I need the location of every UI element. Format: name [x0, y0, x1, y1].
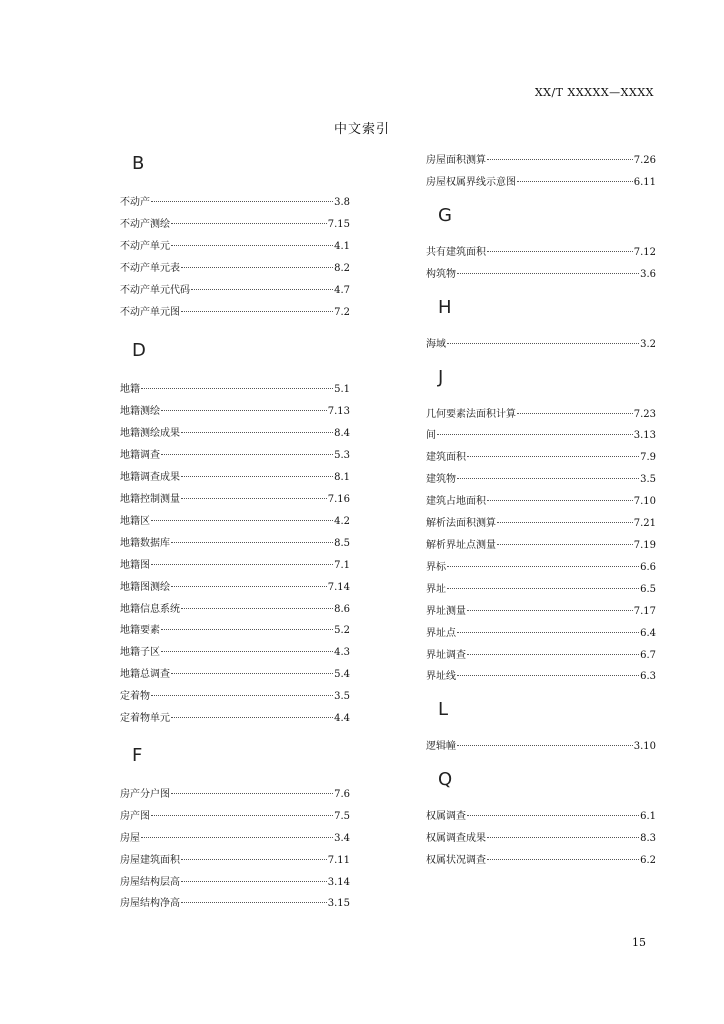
dot-leader [517, 181, 633, 182]
index-entry [426, 150, 656, 172]
dot-leader [181, 311, 333, 312]
section-letter: Q [438, 769, 453, 791]
dot-leader [151, 201, 333, 202]
index-reference: 6.1 [640, 811, 656, 823]
index-entry [120, 511, 350, 533]
dot-leader [171, 245, 333, 246]
index-entry [120, 893, 350, 915]
index-term: 权属调查成果 [426, 833, 486, 845]
index-term: 不动产单元 [120, 240, 170, 252]
index-term: 间 [426, 430, 436, 442]
index-term: 地籍图测绘 [120, 581, 170, 593]
index-term: 房产分户图 [120, 788, 170, 800]
document-code: XX/T XXXXX—XXXX [534, 86, 654, 99]
index-term: 建筑占地面积 [426, 496, 486, 508]
index-entry [120, 401, 350, 423]
dot-leader [487, 159, 633, 160]
dot-leader [487, 251, 633, 252]
index-term: 解析法面积测算 [426, 518, 496, 530]
index-entry [426, 404, 656, 426]
index-term: 界址调查 [426, 649, 466, 661]
index-term: 逻辑幢 [426, 741, 456, 753]
index-reference: 7.10 [633, 496, 656, 508]
index-entry [120, 686, 350, 708]
index-reference: 3.14 [327, 876, 350, 888]
dot-leader [457, 632, 639, 633]
index-section [426, 696, 656, 758]
dot-leader [171, 542, 333, 543]
index-entry [120, 577, 350, 599]
dot-leader [181, 476, 333, 477]
index-section [426, 364, 656, 689]
index-reference: 8.5 [334, 537, 350, 549]
index-entry [120, 302, 350, 324]
index-term: 地籍信息系统 [120, 603, 180, 615]
index-term: 地籍图 [120, 559, 150, 571]
index-term: 界址点 [426, 627, 456, 639]
index-reference: 7.14 [327, 581, 350, 593]
index-reference: 6.6 [640, 561, 656, 573]
dot-leader [487, 859, 639, 860]
index-reference: 3.10 [633, 741, 656, 753]
index-term: 解析界址点测量 [426, 539, 496, 551]
dot-leader [181, 902, 327, 903]
index-reference: 6.5 [640, 583, 656, 595]
index-entry [120, 423, 350, 445]
index-entry [120, 784, 350, 806]
dot-leader [171, 673, 333, 674]
index-term: 地籍调查成果 [120, 472, 180, 484]
index-reference: 8.6 [334, 603, 350, 615]
index-entry [120, 872, 350, 894]
dot-leader [457, 478, 639, 479]
index-reference: 5.3 [334, 450, 350, 462]
dot-leader [487, 837, 639, 838]
dot-leader [467, 456, 639, 457]
index-entry [120, 489, 350, 511]
index-column-right [426, 150, 656, 880]
dot-leader [161, 410, 327, 411]
index-entry [426, 264, 656, 286]
dot-leader [457, 675, 639, 676]
index-reference: 3.2 [640, 338, 656, 350]
index-reference: 5.2 [334, 625, 350, 637]
dot-leader [171, 223, 327, 224]
index-reference: 3.4 [334, 832, 350, 844]
section-letter: D [132, 340, 146, 362]
index-entry [120, 620, 350, 642]
dot-leader [497, 544, 633, 545]
index-section [426, 766, 656, 872]
index-entry [426, 828, 656, 850]
index-term: 海域 [426, 338, 446, 350]
index-entry [120, 236, 350, 258]
index-section [426, 294, 656, 356]
page-number: 15 [632, 936, 646, 949]
section-letter: B [132, 153, 145, 174]
index-reference: 7.17 [633, 605, 656, 617]
index-entry [426, 557, 656, 579]
index-section [426, 202, 656, 286]
index-entry [426, 172, 656, 194]
index-term: 地籍区 [120, 515, 150, 527]
index-entry [120, 445, 350, 467]
index-reference: 3.13 [633, 430, 656, 442]
index-reference: 6.4 [640, 627, 656, 639]
index-section-continued [426, 150, 656, 194]
index-reference: 7.13 [327, 406, 350, 418]
index-reference: 4.1 [334, 240, 350, 252]
index-entry [426, 645, 656, 667]
index-reference: 4.3 [334, 647, 350, 659]
index-entry [120, 258, 350, 280]
index-entry [120, 214, 350, 236]
index-term: 地籍总调查 [120, 669, 170, 681]
index-term: 房屋结构净高 [120, 898, 180, 910]
section-letter: H [438, 296, 452, 318]
dot-leader [141, 837, 333, 838]
dot-leader [151, 695, 333, 696]
index-entry [426, 425, 656, 447]
dot-leader [181, 498, 327, 499]
section-letter: G [438, 204, 452, 226]
index-reference: 7.5 [334, 810, 350, 822]
index-term: 建筑面积 [426, 452, 466, 464]
index-entry [426, 513, 656, 535]
index-term: 房屋 [120, 832, 140, 844]
index-term: 界址测量 [426, 605, 466, 617]
dot-leader [151, 520, 333, 521]
index-section [120, 150, 350, 323]
dot-leader [467, 610, 633, 611]
index-reference: 7.26 [633, 155, 656, 166]
index-reference: 3.5 [640, 474, 656, 486]
index-term: 权属状况调查 [426, 855, 486, 867]
index-term: 地籍测绘成果 [120, 428, 180, 440]
index-term: 共有建筑面积 [426, 246, 486, 258]
dot-leader [467, 654, 639, 655]
section-letter: J [438, 366, 444, 388]
dot-leader [161, 651, 333, 652]
index-reference: 8.1 [334, 472, 350, 484]
index-entry [426, 334, 656, 356]
index-entry [426, 736, 656, 758]
index-entry [426, 535, 656, 557]
index-entry [120, 708, 350, 730]
dot-leader [447, 566, 639, 567]
index-entry [426, 666, 656, 688]
index-entry [120, 850, 350, 872]
index-reference: 7.21 [633, 518, 656, 530]
index-reference: 7.23 [633, 408, 656, 420]
index-reference: 6.7 [640, 649, 656, 661]
index-term: 不动产测绘 [120, 218, 170, 230]
index-section [120, 742, 350, 915]
dot-leader [447, 343, 639, 344]
index-entry [426, 601, 656, 623]
dot-leader [141, 388, 333, 389]
dot-leader [437, 434, 633, 435]
index-term: 界址 [426, 583, 446, 595]
index-term: 房屋结构层高 [120, 876, 180, 888]
index-term: 不动产单元图 [120, 306, 180, 318]
dot-leader [181, 859, 327, 860]
index-reference: 5.4 [334, 669, 350, 681]
index-entry [120, 806, 350, 828]
index-term: 构筑物 [426, 268, 456, 280]
dot-leader [467, 815, 639, 816]
index-term: 房屋面积测算 [426, 155, 486, 166]
index-term: 地籍测绘 [120, 406, 160, 418]
dot-leader [181, 432, 333, 433]
dot-leader [497, 522, 633, 523]
index-reference: 7.11 [327, 854, 350, 866]
dot-leader [171, 586, 327, 587]
index-reference: 8.2 [334, 262, 350, 274]
index-reference: 3.6 [640, 268, 656, 280]
index-term: 房产图 [120, 810, 150, 822]
section-letter: L [438, 699, 449, 721]
index-term: 地籍 [120, 384, 140, 396]
dot-leader [171, 717, 333, 718]
index-entry [120, 192, 350, 214]
dot-leader [181, 881, 327, 882]
index-reference: 7.6 [334, 788, 350, 800]
index-term: 定着物 [120, 691, 150, 703]
index-reference: 4.4 [334, 713, 350, 725]
dot-leader [447, 588, 639, 589]
index-term: 权属调查 [426, 811, 466, 823]
index-column-left [120, 150, 350, 927]
index-term: 地籍调查 [120, 450, 160, 462]
dot-leader [161, 629, 333, 630]
index-entry [426, 447, 656, 469]
index-reference: 4.7 [334, 284, 350, 296]
index-term: 地籍要素 [120, 625, 160, 637]
index-entry [120, 555, 350, 577]
index-entry [120, 467, 350, 489]
dot-leader [457, 745, 633, 746]
index-reference: 7.15 [327, 218, 350, 230]
index-entry [426, 806, 656, 828]
index-term: 地籍子区 [120, 647, 160, 659]
index-term: 不动产单元表 [120, 262, 180, 274]
dot-leader [181, 267, 333, 268]
index-reference: 8.4 [334, 428, 350, 440]
index-entry [120, 599, 350, 621]
index-term: 几何要素法面积计算 [426, 408, 516, 420]
index-reference: 6.11 [633, 176, 656, 188]
index-reference: 7.2 [334, 306, 350, 318]
index-reference: 7.9 [640, 452, 656, 464]
index-entry [426, 469, 656, 491]
index-entry [426, 242, 656, 264]
index-entry [120, 280, 350, 302]
index-entry [426, 491, 656, 513]
dot-leader [191, 289, 333, 290]
index-term: 地籍数据库 [120, 537, 170, 549]
index-reference: 3.8 [334, 197, 350, 208]
dot-leader [171, 793, 333, 794]
dot-leader [487, 500, 633, 501]
index-term: 定着物单元 [120, 713, 170, 725]
index-reference: 7.19 [633, 539, 656, 551]
index-entry [120, 664, 350, 686]
dot-leader [151, 564, 333, 565]
index-entry [120, 379, 350, 401]
index-term: 房屋权属界线示意图 [426, 176, 516, 188]
index-term: 房屋建筑面积 [120, 854, 180, 866]
dot-leader [457, 273, 639, 274]
page-title: 中文索引 [333, 122, 390, 137]
index-reference: 7.1 [334, 559, 350, 571]
index-entry [120, 828, 350, 850]
index-section [120, 337, 350, 730]
index-entry [426, 850, 656, 872]
dot-leader [181, 608, 333, 609]
index-term: 界址线 [426, 671, 456, 683]
index-term: 地籍控制测量 [120, 493, 180, 505]
index-entry [426, 579, 656, 601]
index-reference: 7.12 [633, 246, 656, 258]
index-entry [120, 642, 350, 664]
dot-leader [151, 815, 333, 816]
index-term: 界标 [426, 561, 446, 573]
index-reference: 6.3 [640, 671, 656, 683]
index-entry [120, 533, 350, 555]
index-reference: 4.2 [334, 515, 350, 527]
index-reference: 6.2 [640, 855, 656, 867]
index-reference: 3.15 [327, 898, 350, 910]
index-term: 不动产 [120, 197, 150, 208]
index-term: 建筑物 [426, 474, 456, 486]
index-reference: 8.3 [640, 833, 656, 845]
index-entry [426, 623, 656, 645]
index-reference: 7.16 [327, 493, 350, 505]
index-reference: 3.5 [334, 691, 350, 703]
section-letter: F [132, 744, 143, 766]
index-term: 不动产单元代码 [120, 284, 190, 296]
dot-leader [161, 454, 333, 455]
index-reference: 5.1 [334, 384, 350, 396]
dot-leader [517, 413, 633, 414]
